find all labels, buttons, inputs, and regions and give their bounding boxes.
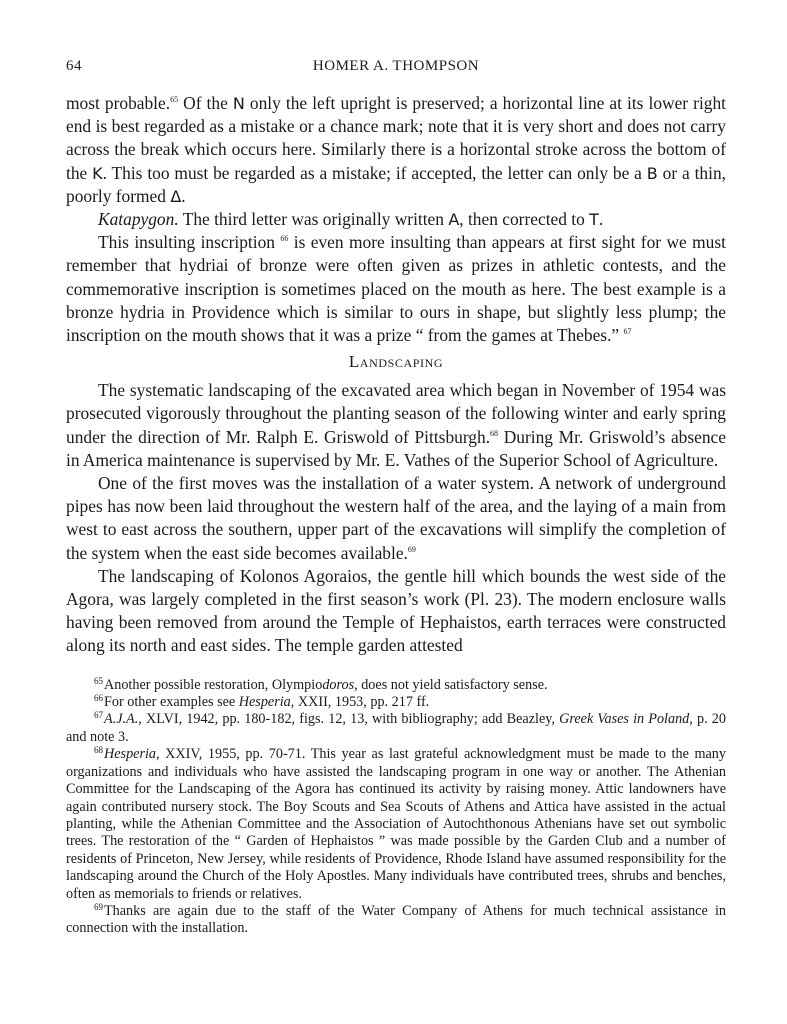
footnote-67 <box>66 711 726 746</box>
running-header <box>66 58 726 80</box>
footnote-number: 65 <box>94 675 103 686</box>
italic-text: Hesperia <box>238 694 291 711</box>
italic-text: Hesperia <box>104 746 157 763</box>
footnote-69 <box>66 903 726 938</box>
main-text <box>66 92 726 658</box>
text-run: , XXIV, 1955, pp. 70-71. This year as last grateful acknowledgment must be made to the many organizations and individuals who have assisted the landscaping program in one way or another. The Athenian Committee for the Landscaping of the Agora has continued its activity by raising money. Attic landowners have again contributed nursery stock. The Boy Scouts and Sea Scouts of Athens and Attica have assisted in the actual planting, while the Athenian Committee and the Association of Autochthonous Athenians have set out symbolic trees. The restoration of the “ Garden of Hephaistos ” was made possible by the Garden Club and a number of residents of Princeton, New Jersey, while residents of Providence, Rhode Island have assumed responsibility for the landscaping around the Church of the Holy Apostles. Many individuals have contributed trees, shrubs and benches, often as memorials to friends or relatives. <box>66 746 726 902</box>
text-run: is even more insulting than appears at first sight for we must remember that hydriai of bronze were often given as prizes in athletic contests, and the commemorative inscription is sometimes placed on the mouth as here. The best example is a bronze hydria in Providence which is similar to ours in shape, but slightly less plump; the inscription on the mouth shows that it was a prize “ from the games at Thebes.” <box>66 232 726 346</box>
text-run: Another possible restoration, Olympio <box>104 676 323 693</box>
footnote-68 <box>66 746 726 903</box>
paragraph-insulting-inscription <box>66 231 726 347</box>
text-run: , does not yield satisfactory sense. <box>354 676 548 693</box>
text-run: . This too must be regarded as a mistake; if accepted, the letter can only be a <box>102 162 647 183</box>
footnote-number: 66 <box>94 693 103 704</box>
text-run: , XXII, 1953, pp. 217 ff. <box>290 694 430 711</box>
italic-text: doros <box>322 676 355 693</box>
text-run: The landscaping of Kolonos Agoraios, the gentle hill which bounds the west side of the Agora, was largely completed in the first season’s work (Pl. 23). The modern enclosure walls having been removed from around the Temple of Hephaistos, earth terraces were constructed along its north and east sides. The temple garden attested <box>66 565 726 656</box>
paragraph-water-system <box>66 472 726 565</box>
text-run: , XLVI, 1942, pp. 180-182, figs. 12, 13, with bibliography; add Beazley, <box>138 711 560 728</box>
greek-letter: A <box>448 210 460 230</box>
footnote-ref-65: 65 <box>170 95 179 104</box>
section-heading: Landscaping <box>348 352 444 372</box>
footnote-ref-68: 68 <box>490 428 499 438</box>
text-run: . <box>181 185 186 206</box>
text-run: Thanks are again due to the staff of the Water Company of Athens for much technical assistance in connection with the installation. <box>66 902 726 937</box>
footnote-65 <box>66 677 726 694</box>
italic-term: Katapygon. <box>98 209 179 230</box>
greek-letter: B <box>646 163 658 183</box>
text-run: During Mr. Griswold’s absence in America maintenance is supervised by Mr. E. Vathes of the Superior School of Agriculture. <box>66 426 726 470</box>
text-run: . <box>598 209 604 230</box>
text-run: , then corrected to <box>459 209 590 230</box>
text-run: The systematic landscaping of the excavated area which began in November of 1954 was prosecuted vigorously throughout the planting season of the following winter and early spring under the direction of Mr. Ralph E. Griswold of Pittsburgh. <box>66 380 726 447</box>
page-number: 64 <box>66 58 82 74</box>
page <box>66 58 726 938</box>
footnote-number: 68 <box>94 745 103 756</box>
paragraph-katapygon <box>66 208 726 231</box>
italic-text: Greek Vases in Poland <box>559 711 690 728</box>
footnote-ref-69: 69 <box>407 544 416 554</box>
footnote-number: 67 <box>94 710 103 721</box>
paragraph-inscription-letters <box>66 92 726 208</box>
text-run: , p. 20 and note 3. <box>66 711 726 745</box>
greek-letter: N <box>232 94 245 113</box>
footnotes <box>66 677 726 938</box>
footnote-ref-67: 67 <box>623 327 632 337</box>
greek-letter: T <box>589 210 599 230</box>
footnote-66 <box>66 694 726 711</box>
italic-text: A.J.A. <box>104 711 139 728</box>
greek-letter: Δ <box>170 186 182 206</box>
text-run: most probable. <box>66 93 171 113</box>
paragraph-landscaping-intro <box>66 379 726 472</box>
text-run: The third letter was originally written <box>178 209 449 230</box>
text-run: or a thin, poorly formed <box>66 162 726 206</box>
greek-letter: K <box>92 163 103 183</box>
text-run: Of the <box>178 93 233 113</box>
footnote-number: 69 <box>94 901 103 912</box>
text-run: This insulting inscription <box>98 232 281 253</box>
text-run: One of the first moves was the installation of a water system. A network of underground pipes has now been laid throughout the western half of the area, and the laying of a main from west to east across the southern, upper part of the excavations will simplify the completion of the system when the east side becomes available. <box>66 473 726 563</box>
text-run: For other examples see <box>104 694 239 711</box>
paragraph-kolonos <box>66 565 726 658</box>
footnote-ref-66: 66 <box>280 234 289 244</box>
running-title: HOMER A. THOMPSON <box>312 58 480 74</box>
text-run: only the left upright is preserved; a horizontal line at its lower right end is best regarded as a mistake or a chance mark; note that it is very short and does not carry across the break which occurs here. Similarly there is a horizontal stroke across the bottom of the <box>66 93 727 183</box>
